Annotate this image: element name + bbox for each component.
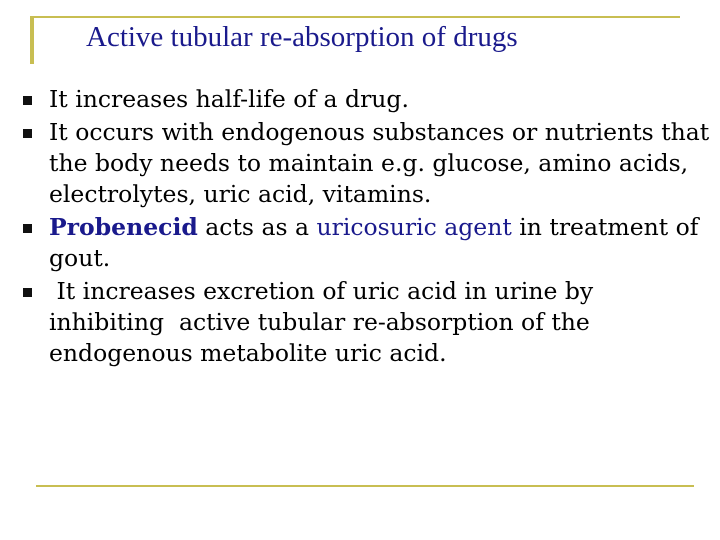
- drug-name-highlight: Probenecid: [49, 213, 198, 241]
- title-frame-top-rule: [30, 16, 680, 18]
- term-highlight: uricosuric agent: [316, 213, 512, 241]
- square-bullet-icon: [23, 224, 32, 233]
- bullet-item: [20, 212, 710, 274]
- bullet-list: [20, 84, 710, 371]
- bullet-text: in treatment of gout.: [49, 213, 699, 272]
- bullet-text: It occurs with endogenous substances or nutrients that the body needs to maintain e.g. glucose, amino acids, electrolytes, uric acid, vitamins.: [49, 118, 710, 208]
- bullet-text: It increases excretion of uric acid in urine by inhibiting active tubular re-absorption of the endogenous metabolite uric acid.: [49, 277, 601, 367]
- square-bullet-icon: [23, 129, 32, 138]
- bullet-text: It increases half-life of a drug.: [49, 85, 409, 113]
- slide-title: Active tubular re-absorption of drugs: [86, 21, 518, 53]
- bullet-text: acts as a: [197, 213, 317, 241]
- title-frame-left-rule: [30, 16, 34, 64]
- bullet-item: [20, 276, 710, 369]
- bottom-rule: [36, 485, 694, 487]
- bullet-item: [20, 84, 710, 115]
- square-bullet-icon: [23, 96, 32, 105]
- bullet-item: [20, 117, 710, 210]
- square-bullet-icon: [23, 288, 32, 297]
